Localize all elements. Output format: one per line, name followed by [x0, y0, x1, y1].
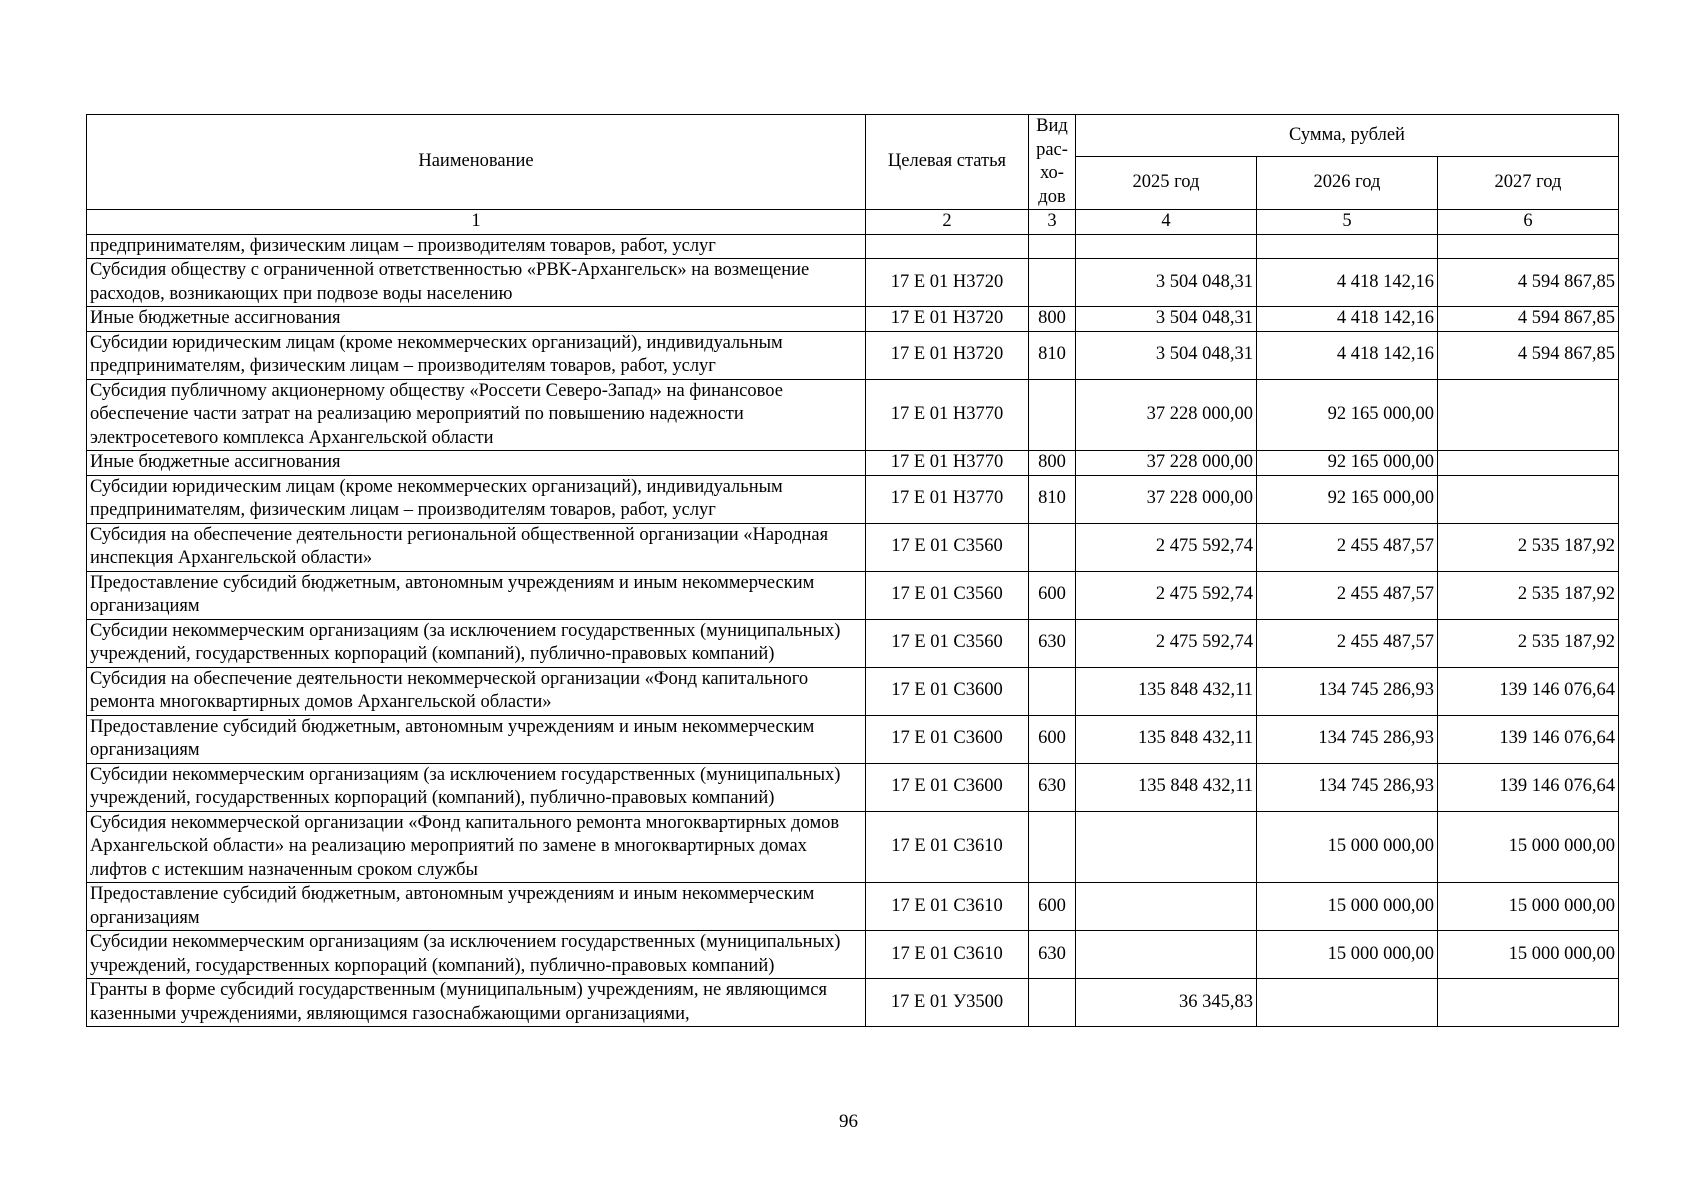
row-name: Субсидии некоммерческим организациям (за исключением государственных (муниципальных) учреждений, государственных корпораций (компаний), публично-правовых компаний) [87, 931, 866, 979]
amount-2027: 15 000 000,00 [1438, 931, 1619, 979]
table-row [87, 715, 1619, 763]
target-article-code: 17 Е 01 Н3770 [866, 475, 1029, 523]
target-article-code: 17 Е 01 С3610 [866, 811, 1029, 883]
amount-2027 [1438, 475, 1619, 523]
amount-2026: 15 000 000,00 [1257, 931, 1438, 979]
header-sum: Сумма, рублей [1076, 115, 1619, 157]
amount-2026: 92 165 000,00 [1257, 451, 1438, 476]
amount-2025: 37 228 000,00 [1076, 379, 1257, 451]
header-expense-type: Вид рас-хо-дов [1029, 115, 1076, 210]
amount-2026: 2 455 487,57 [1257, 571, 1438, 619]
table-row [87, 619, 1619, 667]
table-row [87, 331, 1619, 379]
target-article-code: 17 Е 01 С3610 [866, 883, 1029, 931]
target-article-code: 17 Е 01 С3560 [866, 523, 1029, 571]
expense-type-code [1029, 234, 1076, 259]
row-name: Субсидии юридическим лицам (кроме некоммерческих организаций), индивидуальным предпринимателям, физическим лицам – производителям товаров, работ, услуг [87, 475, 866, 523]
expense-type-code: 800 [1029, 307, 1076, 332]
amount-2026: 134 745 286,93 [1257, 763, 1438, 811]
target-article-code: 17 Е 01 С3600 [866, 763, 1029, 811]
target-article-code: 17 Е 01 С3600 [866, 715, 1029, 763]
target-article-code [866, 234, 1029, 259]
row-name: Субсидия обществу с ограниченной ответственностью «РВК-Архангельск» на возмещение расходов, возникающих при подвозе воды населению [87, 259, 866, 307]
amount-2027: 15 000 000,00 [1438, 883, 1619, 931]
amount-2026: 2 455 487,57 [1257, 619, 1438, 667]
header-year-2026: 2026 год [1257, 157, 1438, 210]
amount-2027 [1438, 234, 1619, 259]
row-name: Гранты в форме субсидий государственным (муниципальным) учреждениям, не являющимся казенными учреждениями, являющимся газоснабжающими организациями, [87, 979, 866, 1027]
table-row [87, 883, 1619, 931]
amount-2027: 2 535 187,92 [1438, 571, 1619, 619]
table-row [87, 259, 1619, 307]
table-row [87, 307, 1619, 332]
expense-type-code: 630 [1029, 931, 1076, 979]
table-header [87, 115, 1619, 235]
row-name: Иные бюджетные ассигнования [87, 307, 866, 332]
amount-2025 [1076, 931, 1257, 979]
table-row [87, 667, 1619, 715]
row-name: Субсидии юридическим лицам (кроме некоммерческих организаций), индивидуальным предпринимателям, физическим лицам – производителям товаров, работ, услуг [87, 331, 866, 379]
expense-type-code [1029, 979, 1076, 1027]
amount-2026: 2 455 487,57 [1257, 523, 1438, 571]
expense-type-code: 630 [1029, 619, 1076, 667]
amount-2027: 2 535 187,92 [1438, 619, 1619, 667]
amount-2025: 37 228 000,00 [1076, 451, 1257, 476]
target-article-code: 17 Е 01 С3600 [866, 667, 1029, 715]
row-name: предпринимателям, физическим лицам – производителям товаров, работ, услуг [87, 234, 866, 259]
row-name: Субсидии некоммерческим организациям (за исключением государственных (муниципальных) учреждений, государственных корпораций (компаний), публично-правовых компаний) [87, 763, 866, 811]
amount-2025: 3 504 048,31 [1076, 331, 1257, 379]
target-article-code: 17 Е 01 Н3770 [866, 379, 1029, 451]
expense-type-code [1029, 379, 1076, 451]
column-number: 4 [1076, 210, 1257, 235]
amount-2025 [1076, 234, 1257, 259]
amount-2026: 92 165 000,00 [1257, 379, 1438, 451]
amount-2025 [1076, 811, 1257, 883]
row-name: Субсидия на обеспечение деятельности региональной общественной организации «Народная инспекция Архангельской области» [87, 523, 866, 571]
table-row [87, 811, 1619, 883]
amount-2027 [1438, 379, 1619, 451]
amount-2027: 15 000 000,00 [1438, 811, 1619, 883]
target-article-code: 17 Е 01 С3560 [866, 571, 1029, 619]
amount-2027: 4 594 867,85 [1438, 331, 1619, 379]
amount-2026: 4 418 142,16 [1257, 259, 1438, 307]
expense-type-code: 810 [1029, 331, 1076, 379]
table-row [87, 571, 1619, 619]
table-row [87, 234, 1619, 259]
expense-type-code: 800 [1029, 451, 1076, 476]
column-number: 1 [87, 210, 866, 235]
row-name: Субсидии некоммерческим организациям (за исключением государственных (муниципальных) учреждений, государственных корпораций (компаний), публично-правовых компаний) [87, 619, 866, 667]
amount-2027: 139 146 076,64 [1438, 763, 1619, 811]
amount-2025: 2 475 592,74 [1076, 619, 1257, 667]
amount-2025: 135 848 432,11 [1076, 667, 1257, 715]
amount-2025: 3 504 048,31 [1076, 259, 1257, 307]
target-article-code: 17 Е 01 Н3720 [866, 331, 1029, 379]
row-name: Иные бюджетные ассигнования [87, 451, 866, 476]
amount-2026 [1257, 234, 1438, 259]
column-number: 2 [866, 210, 1029, 235]
expense-type-code: 810 [1029, 475, 1076, 523]
expense-type-code: 600 [1029, 715, 1076, 763]
row-name: Предоставление субсидий бюджетным, автономным учреждениям и иным некоммерческим организациям [87, 715, 866, 763]
header-year-2027: 2027 год [1438, 157, 1619, 210]
amount-2026: 92 165 000,00 [1257, 475, 1438, 523]
amount-2027: 139 146 076,64 [1438, 715, 1619, 763]
amount-2026: 15 000 000,00 [1257, 811, 1438, 883]
row-name: Субсидия некоммерческой организации «Фонд капитального ремонта многоквартирных домов Архангельской области» на реализацию мероприятий по замене в многоквартирных домах лифтов с истекшим назначенным сроком службы [87, 811, 866, 883]
amount-2025 [1076, 883, 1257, 931]
amount-2026: 15 000 000,00 [1257, 883, 1438, 931]
budget-table [86, 114, 1619, 1027]
amount-2026 [1257, 979, 1438, 1027]
row-name: Предоставление субсидий бюджетным, автономным учреждениям и иным некоммерческим организациям [87, 571, 866, 619]
amount-2025: 36 345,83 [1076, 979, 1257, 1027]
amount-2025: 3 504 048,31 [1076, 307, 1257, 332]
table-row [87, 931, 1619, 979]
column-number: 6 [1438, 210, 1619, 235]
table-row [87, 523, 1619, 571]
amount-2025: 2 475 592,74 [1076, 571, 1257, 619]
expense-type-code: 600 [1029, 883, 1076, 931]
amount-2025: 2 475 592,74 [1076, 523, 1257, 571]
row-name: Субсидия на обеспечение деятельности некоммерческой организации «Фонд капитального ремонта многоквартирных домов Архангельской области» [87, 667, 866, 715]
target-article-code: 17 Е 01 Н3720 [866, 307, 1029, 332]
expense-type-code: 600 [1029, 571, 1076, 619]
amount-2027: 2 535 187,92 [1438, 523, 1619, 571]
column-number: 3 [1029, 210, 1076, 235]
header-year-2025: 2025 год [1076, 157, 1257, 210]
expense-type-code: 630 [1029, 763, 1076, 811]
table-row [87, 979, 1619, 1027]
target-article-code: 17 Е 01 С3560 [866, 619, 1029, 667]
amount-2025: 37 228 000,00 [1076, 475, 1257, 523]
table-row [87, 763, 1619, 811]
header-target-article: Целевая статья [866, 115, 1029, 210]
table-row [87, 475, 1619, 523]
column-number: 5 [1257, 210, 1438, 235]
amount-2026: 4 418 142,16 [1257, 307, 1438, 332]
expense-type-code [1029, 811, 1076, 883]
amount-2027: 4 594 867,85 [1438, 259, 1619, 307]
page-number: 96 [839, 1111, 858, 1132]
amount-2026: 4 418 142,16 [1257, 331, 1438, 379]
amount-2025: 135 848 432,11 [1076, 763, 1257, 811]
row-name: Предоставление субсидий бюджетным, автономным учреждениям и иным некоммерческим организациям [87, 883, 866, 931]
amount-2025: 135 848 432,11 [1076, 715, 1257, 763]
amount-2027 [1438, 451, 1619, 476]
amount-2026: 134 745 286,93 [1257, 667, 1438, 715]
target-article-code: 17 Е 01 Н3720 [866, 259, 1029, 307]
target-article-code: 17 Е 01 У3500 [866, 979, 1029, 1027]
table-row [87, 379, 1619, 451]
column-number-row [87, 210, 1619, 235]
row-name: Субсидия публичному акционерному обществу «Россети Северо-Запад» на финансовое обеспечение части затрат на реализацию мероприятий по повышению надежности электросетевого комплекса Архангельской области [87, 379, 866, 451]
expense-type-code [1029, 259, 1076, 307]
table-body [87, 234, 1619, 1027]
expense-type-code [1029, 523, 1076, 571]
target-article-code: 17 Е 01 Н3770 [866, 451, 1029, 476]
amount-2026: 134 745 286,93 [1257, 715, 1438, 763]
header-name: Наименование [87, 115, 866, 210]
amount-2027: 139 146 076,64 [1438, 667, 1619, 715]
target-article-code: 17 Е 01 С3610 [866, 931, 1029, 979]
expense-type-code [1029, 667, 1076, 715]
amount-2027: 4 594 867,85 [1438, 307, 1619, 332]
amount-2027 [1438, 979, 1619, 1027]
table-row [87, 451, 1619, 476]
